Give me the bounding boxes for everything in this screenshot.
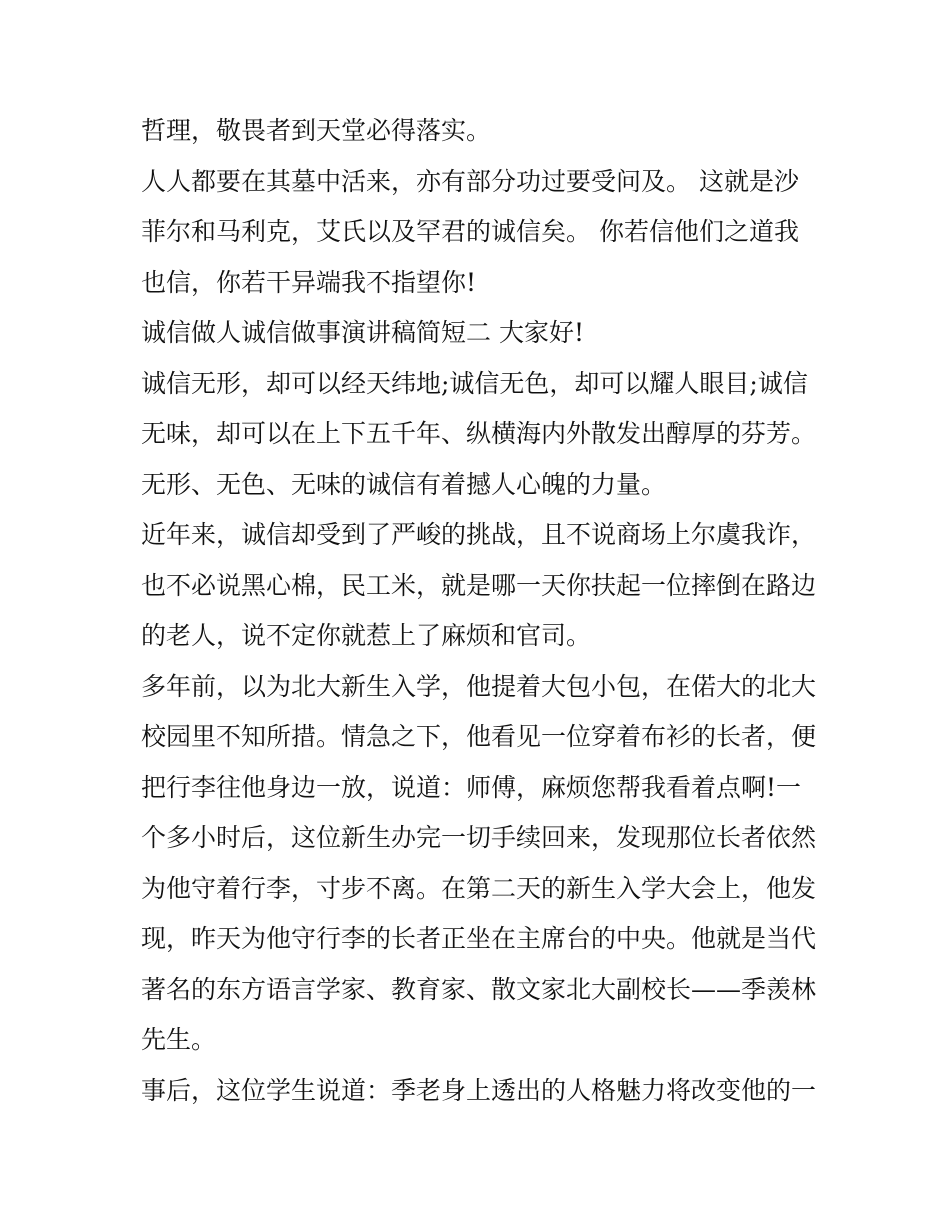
text-line: 无形、无色、无味的诚信有着撼人心魄的力量。 bbox=[141, 469, 667, 499]
text-line: 诚信做人诚信做事演讲稿简短二 大家好! bbox=[141, 318, 584, 347]
text-line: 个多小时后，这位新生办完一切手续回来，发现那位长者依然 bbox=[141, 823, 817, 852]
text-line: 也信，你若干异端我不指望你! bbox=[141, 267, 477, 297]
body-text bbox=[141, 106, 817, 1116]
text-line: 哲理，敬畏者到天堂必得落实。 bbox=[141, 116, 492, 145]
text-line: 也不必说黑心棉，民工米，就是哪一天你扶起一位摔倒在路边 bbox=[141, 570, 817, 600]
text-line: 为他守着行李，寸步不离。在第二天的新生入学大会上，他发 bbox=[141, 873, 817, 903]
text-line: 诚信无形，却可以经天纬地;诚信无色，却可以耀人眼目;诚信 bbox=[141, 368, 808, 398]
text-line: 先生。 bbox=[141, 1025, 217, 1054]
text-line: 多年前，以为北大新生入学，他提着大包小包，在偌大的北大 bbox=[141, 671, 817, 701]
text-line: 人人都要在其墓中活来，亦有部分功过要受问及。 这就是沙 bbox=[141, 166, 799, 196]
text-line: 校园里不知所措。情急之下，他看见一位穿着布衫的长者，便 bbox=[141, 722, 817, 751]
text-line: 事后，这位学生说道：季老身上透出的人格魅力将改变他的一 bbox=[141, 1075, 817, 1105]
text-line: 无味，却可以在上下五千年、纵横海内外散发出醇厚的芬芳。 bbox=[141, 419, 817, 448]
text-line: 菲尔和马利克，艾氏以及罕君的诚信矣。 你若信他们之道我 bbox=[141, 217, 799, 246]
text-line: 把行李往他身边一放，说道：师傅，麻烦您帮我看着点啊!一 bbox=[141, 772, 802, 802]
text-line: 著名的东方语言学家、教育家、散文家北大副校长——季羡林 bbox=[141, 974, 817, 1004]
text-line: 现，昨天为他守行李的长者正坐在主席台的中央。他就是当代 bbox=[141, 924, 817, 953]
text-line: 的老人，说不定你就惹上了麻烦和官司。 bbox=[141, 621, 592, 650]
text-line: 近年来，诚信却受到了严峻的挑战，且不说商场上尔虞我诈， bbox=[141, 520, 817, 549]
